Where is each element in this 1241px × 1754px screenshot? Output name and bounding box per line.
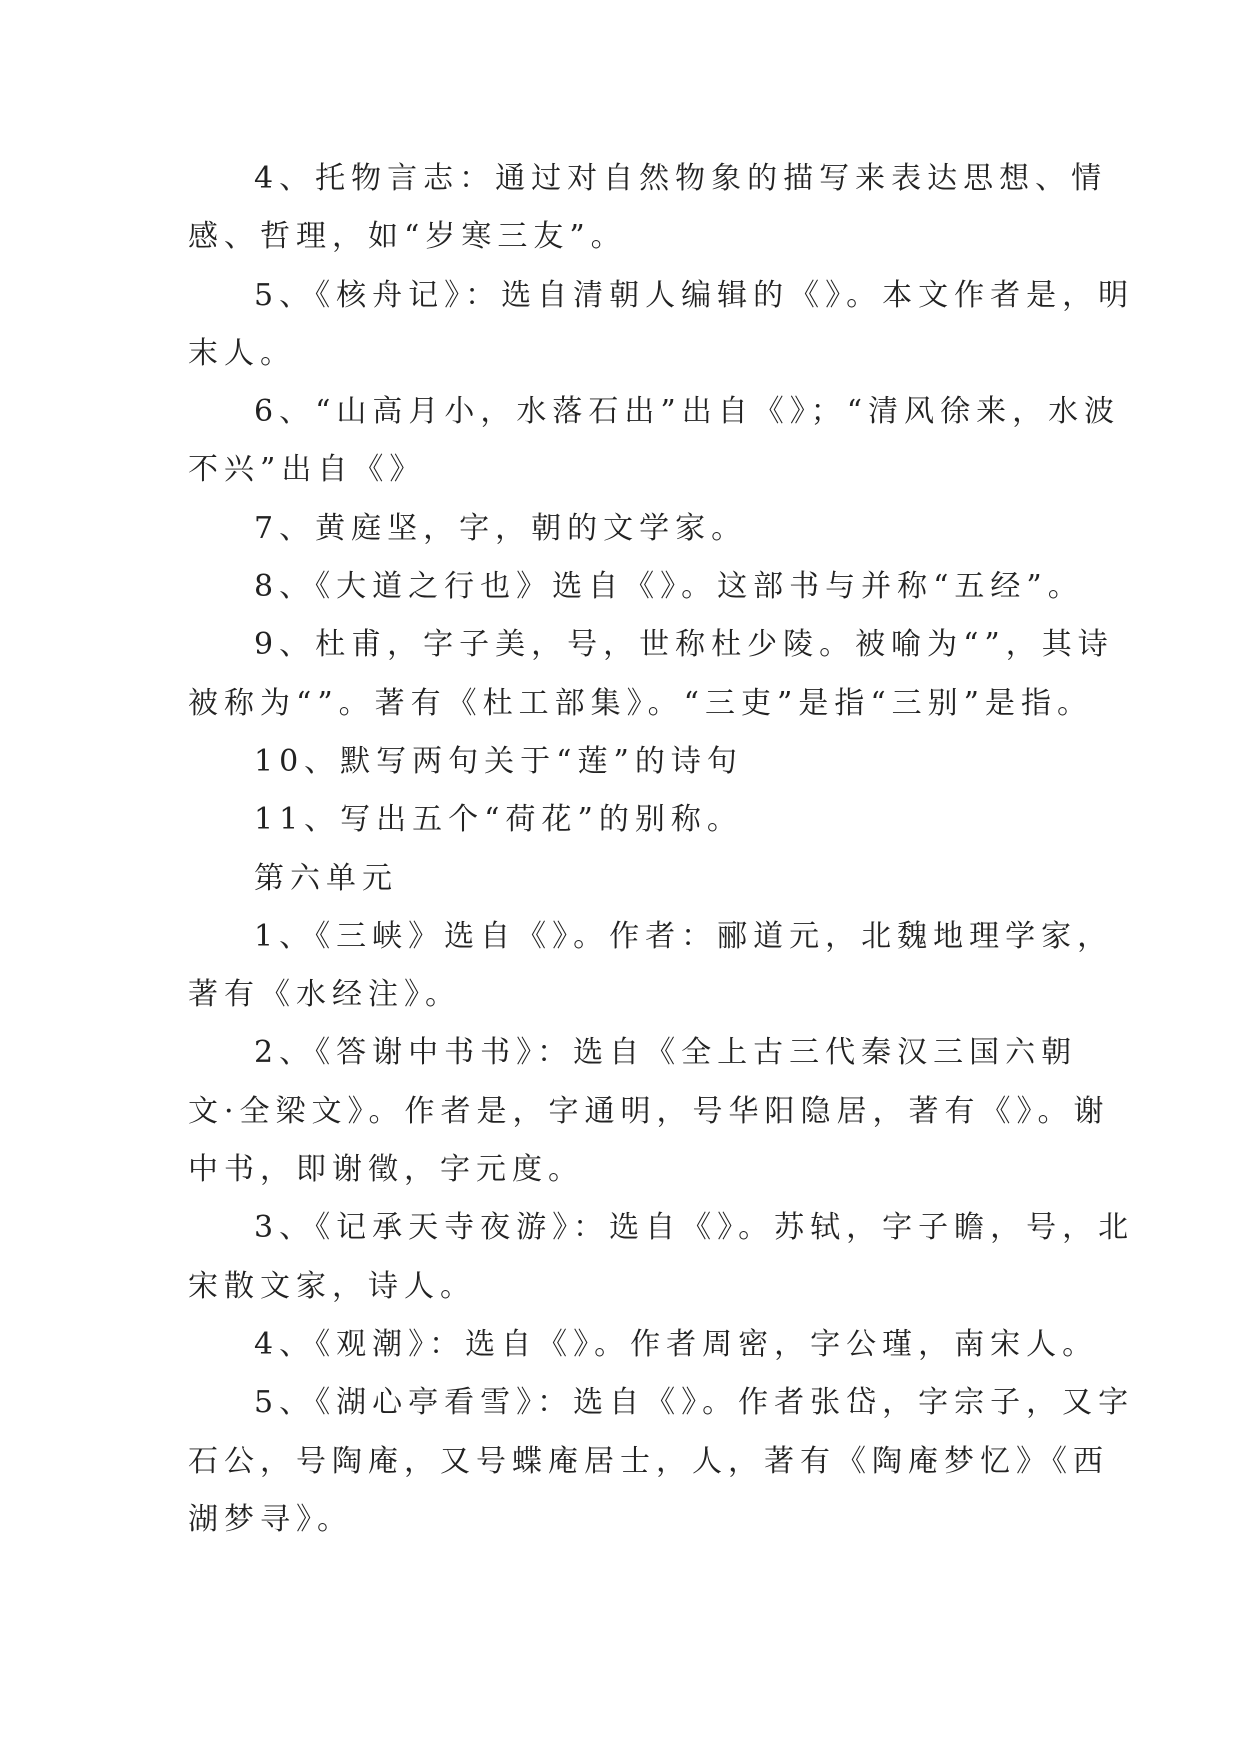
text-line: 9、杜甫，字子美，号，世称杜少陵。被喻为“”，其诗 (254, 627, 1114, 663)
text-line: 3、《记承天寺夜游》：选自《》。苏轼，字子瞻，号，北 (254, 1210, 1135, 1246)
paragraph (188, 500, 1068, 558)
paragraph (188, 1024, 1110, 1199)
paragraph (188, 267, 1135, 384)
paragraph (188, 616, 1114, 733)
text-line: 5、《核舟记》：选自清朝人编辑的《》。本文作者是，明 (254, 277, 1135, 313)
text-line: 宋散文家，诗人。 (188, 1268, 476, 1304)
text-line: 著有《水经注》。 (188, 977, 461, 1013)
paragraph (188, 733, 1068, 791)
text-line: 1、《三峡》选自《》。作者：郦道元，北魏地理学家， (254, 918, 1114, 954)
text-line: 5、《湖心亭看雪》：选自《》。作者张岱，字宗子，又字 (254, 1385, 1135, 1421)
text-line: 8、《大道之行也》选自《》。这部书与并称“五经”。 (254, 569, 1084, 605)
text-line: 10、默写两句关于“莲”的诗句 (254, 743, 743, 779)
text-line: 被称为“”。著有《杜工部集》。“三吏”是指“三别”是指。 (188, 685, 1094, 721)
paragraph (188, 150, 1108, 267)
text-line: 第六单元 (254, 860, 398, 896)
text-line: 湖梦寻》。 (188, 1501, 353, 1537)
text-line: 2、《答谢中书书》：选自《全上古三代秦汉三国六朝 (254, 1035, 1078, 1071)
text-line: 4、《观潮》：选自《》。作者周密，字公瑾，南宋人。 (254, 1326, 1099, 1362)
paragraph (188, 1374, 1135, 1549)
paragraph (188, 791, 1068, 849)
text-line: 石公，号陶庵，又号蝶庵居士，人，著有《陶庵梦忆》《西 (188, 1443, 1109, 1479)
paragraph (188, 1199, 1135, 1316)
paragraph (188, 908, 1114, 1025)
document-body (188, 150, 1135, 1549)
text-line: 感、哲理，如“岁寒三友”。 (188, 219, 627, 255)
text-line: 6、“山高月小，水落石出”出自《》；“清风徐来，水波 (254, 394, 1121, 430)
section-heading (188, 850, 1068, 908)
text-line: 中书，即谢徵，字元度。 (188, 1152, 584, 1188)
text-line: 7、黄庭坚，字，朝的文学家。 (254, 510, 748, 546)
text-line: 11、写出五个“荷花”的别称。 (254, 802, 743, 838)
text-line: 末人。 (188, 335, 296, 371)
paragraph (188, 383, 1121, 500)
text-line: 文·全梁文》。作者是，字通明，号华阳隐居，著有《》。谢 (188, 1093, 1110, 1129)
text-line: 4、托物言志：通过对自然物象的描写来表达思想、情 (254, 161, 1108, 196)
paragraph (188, 558, 1084, 616)
paragraph (188, 1316, 1099, 1374)
text-line: 不兴”出自《》 (188, 452, 426, 488)
